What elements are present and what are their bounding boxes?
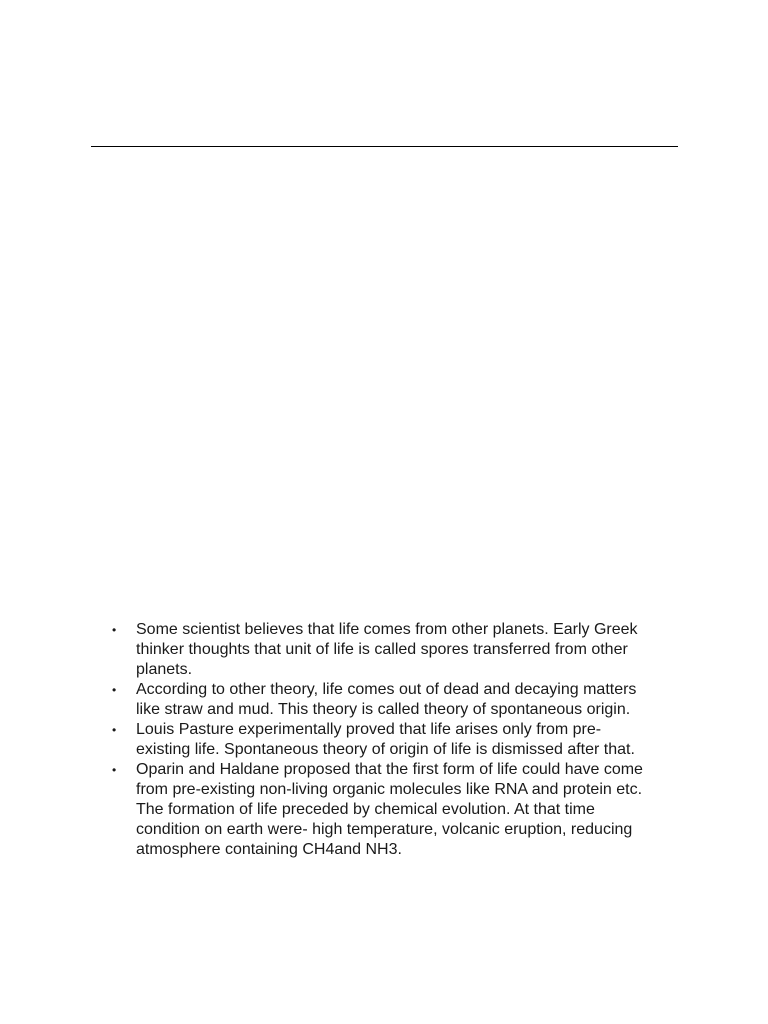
bullet-icon: • — [112, 623, 117, 637]
list-item-line: Some scientist believes that life comes from other planets. Early Greek — [136, 621, 638, 638]
bullet-list — [91, 620, 691, 860]
list-item — [91, 760, 691, 860]
list-item-line: condition on earth were- high temperature, volcanic eruption, reducing — [136, 821, 633, 838]
list-item-line: like straw and mud. This theory is called theory of spontaneous origin. — [136, 701, 631, 718]
bullet-icon: • — [112, 683, 117, 697]
list-item-line: The formation of life preceded by chemical evolution. At that time — [136, 801, 595, 818]
list-item — [91, 680, 691, 720]
header-rule — [91, 146, 678, 147]
list-item-line: Oparin and Haldane proposed that the first form of life could have come — [136, 761, 643, 778]
bullet-icon: • — [112, 723, 117, 737]
list-item-line: Louis Pasture experimentally proved that life arises only from pre- — [136, 721, 602, 738]
bullet-icon: • — [112, 763, 117, 777]
list-item-line: According to other theory, life comes out of dead and decaying matters — [136, 681, 637, 698]
list-item — [91, 620, 691, 680]
list-item — [91, 720, 691, 760]
list-item-line: existing life. Spontaneous theory of origin of life is dismissed after that. — [136, 741, 635, 758]
list-item-line: thinker thoughts that unit of life is called spores transferred from other — [136, 641, 628, 658]
list-item-line: from pre-existing non-living organic molecules like RNA and protein etc. — [136, 781, 643, 798]
list-item-line: atmosphere containing CH4and NH3. — [136, 841, 402, 858]
list-item-line: planets. — [136, 661, 193, 678]
